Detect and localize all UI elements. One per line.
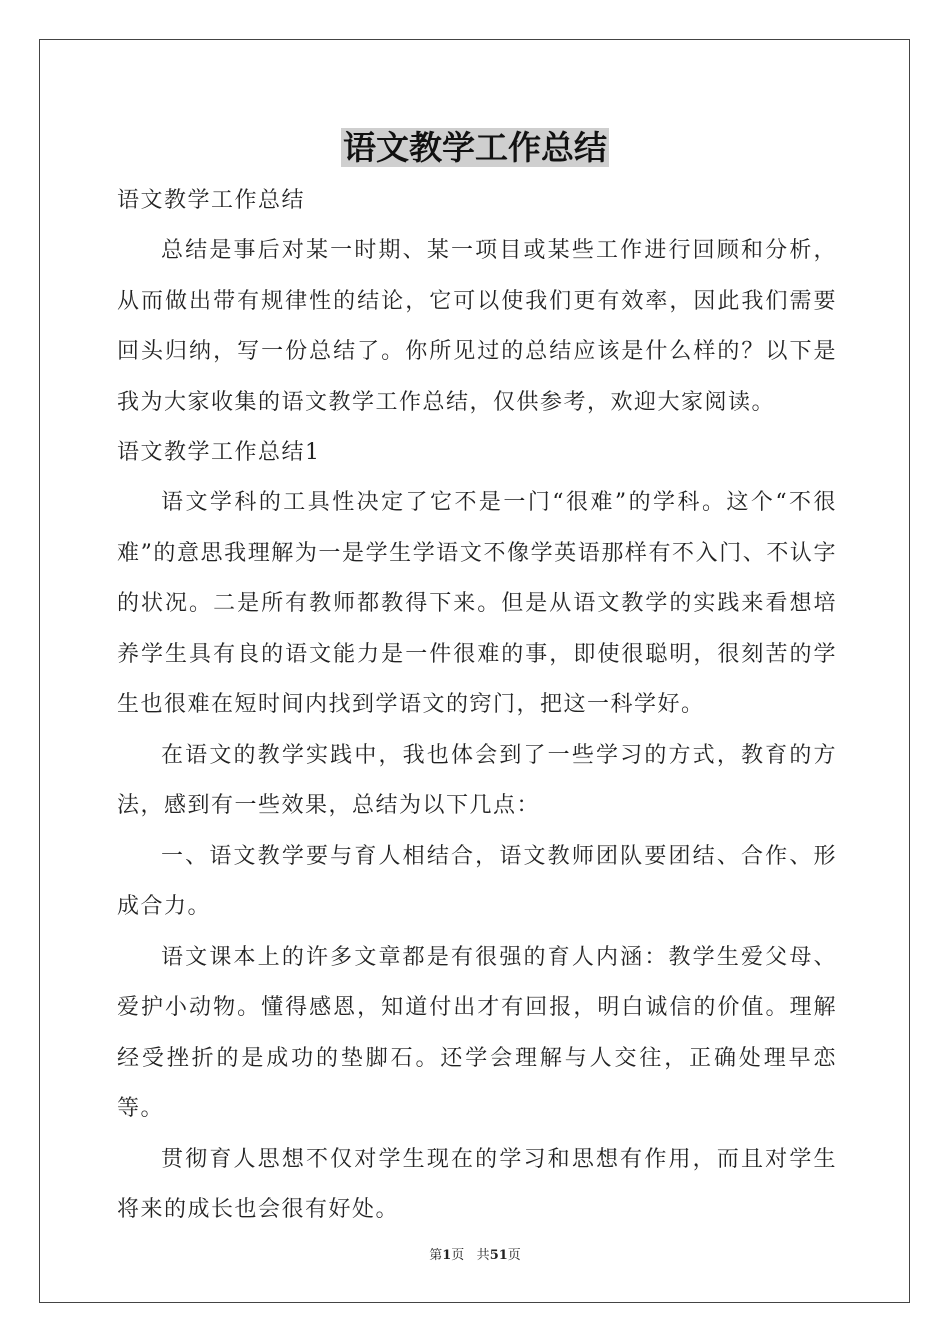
document-title — [0, 126, 950, 170]
document-body — [117, 176, 837, 1236]
paragraph: 贯彻育人思想不仅对学生现在的学习和思想有作用，而且对学生将来的成长也会很有好处。 — [117, 1146, 837, 1222]
paragraph: 总结是事后对某一时期、某一项目或某些工作进行回顾和分析，从而做出带有规律性的结论，它可以使我们更有效率，因此我们需要回头归纳，写一份总结了。你所见过的总结应该是什么样的？以下是我为大家收集的语文教学工作总结，仅供参考，欢迎大家阅读。 — [117, 238, 837, 415]
total-prefix: 共 — [476, 1248, 490, 1263]
total-suffix: 页 — [507, 1248, 521, 1263]
total-pages: 51 — [489, 1248, 508, 1263]
section-heading: 语文教学工作总结1 — [117, 440, 321, 465]
paragraph: 在语文的教学实践中，我也体会到了一些学习的方式，教育的方法，感到有一些效果，总结为以下几点： — [117, 742, 837, 818]
page-footer — [0, 1244, 950, 1263]
paragraph: 语文学科的工具性决定了它不是一门“很难”的学科。这个“不很难”的意思我理解为一是学生学语文不像学英语那样有不入门、不认字的状况。二是所有教师都教得下来。但是从语文教学的实践来看想培养学生具有良的语文能力是一件很难的事，即使很聪明，很刻苦的学生也很难在短时间内找到学语文的窍门，把这一科学好。 — [117, 490, 837, 717]
page-prefix: 第 — [429, 1248, 443, 1263]
paragraph: 语文课本上的许多文章都是有很强的育人内涵：教学生爱父母、爱护小动物。懂得感恩，知道付出才有回报，明白诚信的价值。理解经受挫折的是成功的垫脚石。还学会理解与人交往，正确处理早恋等。 — [117, 944, 837, 1121]
paragraph: 一、语文教学要与育人相结合，语文教师团队要团结、合作、形成合力。 — [117, 843, 837, 919]
section-heading: 语文教学工作总结 — [117, 188, 306, 213]
page-suffix: 页 — [451, 1248, 465, 1263]
page-number: 1 — [442, 1248, 452, 1263]
document-title-text: 语文教学工作总结 — [343, 128, 607, 167]
